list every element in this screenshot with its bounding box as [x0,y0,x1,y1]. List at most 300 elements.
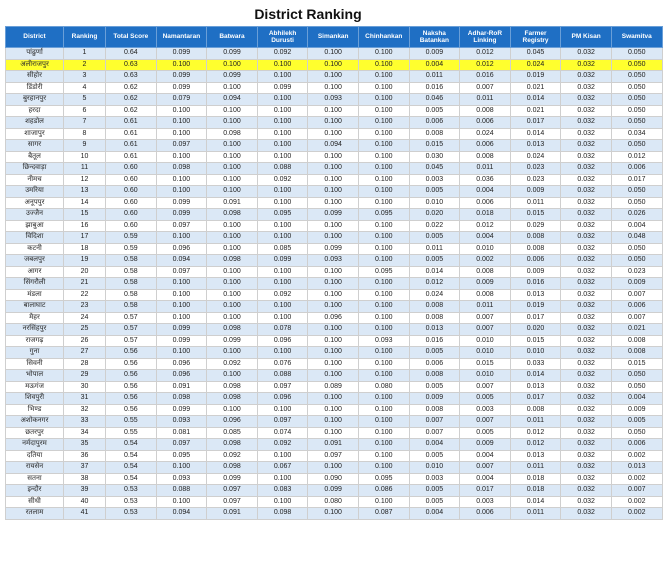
table-cell: 0.024 [409,289,460,301]
table-cell: 0.010 [510,347,561,359]
table-cell: 0.009 [510,186,561,198]
table-cell: 0.100 [207,174,258,186]
table-cell: 0.100 [308,462,359,474]
table-cell: 0.046 [409,94,460,106]
district-cell: मंडला [6,289,64,301]
table-cell: 0.095 [257,209,308,221]
table-cell: 0.098 [207,462,258,474]
table-cell: 0.020 [409,209,460,221]
table-cell: 0.100 [308,301,359,313]
table-cell: 28 [64,358,106,370]
table-cell: 0.100 [358,105,409,117]
table-cell: 0.100 [358,462,409,474]
district-cell: हरदा [6,105,64,117]
table-cell: 0.015 [409,140,460,152]
table-cell: 0.60 [106,174,157,186]
table-cell: 0.100 [257,71,308,83]
table-row [6,462,663,474]
table-cell: 0.006 [460,508,511,520]
table-cell: 0.100 [207,59,258,71]
table-cell: 0.008 [611,347,662,359]
table-cell: 0.007 [611,485,662,497]
table-cell: 0.100 [156,105,207,117]
table-cell: 0.100 [156,59,207,71]
table-cell: 0.032 [561,174,612,186]
table-cell: 0.003 [460,496,511,508]
table-cell: 0.56 [106,370,157,382]
table-cell: 0.56 [106,347,157,359]
table-cell: 13 [64,186,106,198]
table-cell: 0.100 [207,289,258,301]
table-cell: 0.086 [358,485,409,497]
table-cell: 0.100 [358,48,409,60]
table-cell: 0.007 [611,312,662,324]
table-cell: 0.005 [409,381,460,393]
district-cell: डिंडोरी [6,82,64,94]
table-cell: 0.100 [207,301,258,313]
table-cell: 0.083 [257,485,308,497]
table-cell: 0.092 [257,289,308,301]
table-cell: 0.010 [460,370,511,382]
table-cell: 0.011 [510,197,561,209]
table-cell: 0.094 [308,140,359,152]
table-cell: 0.017 [611,174,662,186]
table-cell: 0.009 [409,48,460,60]
table-cell: 0.008 [409,128,460,140]
table-cell: 0.032 [561,71,612,83]
table-row [6,393,663,405]
table-row [6,347,663,359]
table-cell: 0.093 [156,416,207,428]
table-cell: 0.018 [510,473,561,485]
table-cell: 0.014 [510,94,561,106]
table-cell: 0.100 [308,416,359,428]
table-cell: 0.100 [257,140,308,152]
district-cell: भिण्ड [6,404,64,416]
table-cell: 0.098 [207,209,258,221]
table-cell: 0.100 [308,393,359,405]
column-header: Ranking [64,27,106,48]
table-row [6,48,663,60]
table-cell: 0.014 [409,266,460,278]
table-cell: 0.100 [156,462,207,474]
table-cell: 0.098 [207,439,258,451]
table-cell: 0.032 [561,266,612,278]
table-cell: 0.100 [358,427,409,439]
table-cell: 0.050 [611,105,662,117]
table-cell: 0.032 [561,393,612,405]
table-cell: 0.58 [106,301,157,313]
table-cell: 0.100 [358,174,409,186]
table-cell: 0.098 [156,163,207,175]
table-cell: 0.096 [257,335,308,347]
table-cell: 0.081 [156,427,207,439]
table-cell: 0.100 [358,496,409,508]
table-cell: 0.100 [156,278,207,290]
table-cell: 0.63 [106,59,157,71]
table-cell: 0.050 [611,370,662,382]
table-cell: 0.087 [358,508,409,520]
table-cell: 0.032 [561,163,612,175]
table-cell: 0.006 [510,255,561,267]
table-cell: 0.098 [207,128,258,140]
table-cell: 0.021 [611,324,662,336]
table-cell: 0.100 [207,370,258,382]
table-cell: 0.61 [106,151,157,163]
table-cell: 34 [64,427,106,439]
table-cell: 0.094 [207,94,258,106]
district-cell: बालाघाट [6,301,64,313]
table-cell: 0.61 [106,128,157,140]
table-cell: 0.008 [510,404,561,416]
district-cell: उमरिया [6,186,64,198]
table-cell: 0.003 [409,174,460,186]
table-cell: 0.092 [257,439,308,451]
table-cell: 0.005 [409,255,460,267]
table-cell: 0.007 [460,462,511,474]
table-cell: 0.100 [156,312,207,324]
table-cell: 0.012 [510,439,561,451]
table-cell: 0.007 [611,289,662,301]
table-cell: 35 [64,439,106,451]
table-cell: 0.100 [257,197,308,209]
table-cell: 0.095 [156,450,207,462]
table-cell: 0.097 [207,485,258,497]
table-cell: 0.074 [257,427,308,439]
table-cell: 0.004 [409,59,460,71]
table-cell: 0.62 [106,94,157,106]
table-cell: 0.015 [611,358,662,370]
table-cell: 30 [64,381,106,393]
table-cell: 0.032 [561,473,612,485]
column-header: Abhilekh Durusti [257,27,308,48]
table-cell: 0.090 [308,473,359,485]
table-cell: 0.100 [207,243,258,255]
table-cell: 0.100 [156,186,207,198]
table-cell: 0.014 [510,496,561,508]
table-cell: 0.100 [257,186,308,198]
column-header: Naksha Batankan [409,27,460,48]
table-cell: 0.100 [358,278,409,290]
table-cell: 0.099 [257,82,308,94]
table-cell: 2 [64,59,106,71]
district-cell: बैतूल [6,151,64,163]
table-cell: 0.100 [358,347,409,359]
table-cell: 0.100 [358,140,409,152]
table-cell: 0.100 [308,335,359,347]
table-cell: 0.015 [510,209,561,221]
table-cell: 0.099 [156,197,207,209]
table-cell: 0.100 [358,312,409,324]
table-cell: 0.007 [460,416,511,428]
table-cell: 0.007 [409,427,460,439]
table-cell: 0.099 [156,209,207,221]
table-cell: 0.080 [308,496,359,508]
table-cell: 0.045 [409,163,460,175]
table-cell: 0.018 [460,209,511,221]
table-cell: 0.032 [561,128,612,140]
district-cell: सागर [6,140,64,152]
table-cell: 0.032 [561,186,612,198]
table-cell: 0.100 [156,289,207,301]
table-cell: 0.006 [409,117,460,129]
table-cell: 0.020 [510,324,561,336]
table-cell: 0.019 [510,71,561,83]
district-cell: मैहर [6,312,64,324]
table-cell: 7 [64,117,106,129]
table-cell: 40 [64,496,106,508]
table-cell: 0.61 [106,140,157,152]
table-cell: 0.006 [460,117,511,129]
table-cell: 0.048 [611,232,662,244]
table-cell: 0.099 [207,335,258,347]
table-cell: 0.100 [308,163,359,175]
table-row [6,289,663,301]
table-cell: 0.100 [358,151,409,163]
table-cell: 18 [64,243,106,255]
table-cell: 0.050 [611,82,662,94]
table-cell: 0.100 [308,404,359,416]
table-cell: 0.032 [561,427,612,439]
table-cell: 0.097 [156,439,207,451]
table-cell: 11 [64,163,106,175]
district-cell: कटनी [6,243,64,255]
district-cell: अलीराजपुर [6,59,64,71]
table-row [6,404,663,416]
table-cell: 0.088 [156,485,207,497]
table-cell: 0.017 [510,117,561,129]
table-cell: 0.021 [510,105,561,117]
table-cell: 0.098 [257,508,308,520]
table-cell: 0.050 [611,186,662,198]
table-cell: 21 [64,278,106,290]
district-cell: सिवनी [6,358,64,370]
table-cell: 0.096 [156,370,207,382]
table-cell: 0.100 [257,117,308,129]
table-cell: 0.58 [106,255,157,267]
table-cell: 0.032 [561,289,612,301]
table-cell: 0.100 [257,278,308,290]
table-cell: 0.032 [561,48,612,60]
table-cell: 0.013 [510,140,561,152]
table-cell: 0.011 [510,462,561,474]
table-cell: 0.050 [611,243,662,255]
table-cell: 0.008 [409,312,460,324]
table-cell: 0.013 [510,289,561,301]
district-cell: अनूपपुर [6,197,64,209]
column-header: Simankan [308,27,359,48]
table-row [6,358,663,370]
table-cell: 0.024 [510,59,561,71]
table-cell: 0.005 [409,232,460,244]
table-cell: 0.100 [358,358,409,370]
table-cell: 0.54 [106,439,157,451]
table-cell: 0.100 [358,393,409,405]
table-cell: 0.099 [207,71,258,83]
table-cell: 0.009 [611,278,662,290]
table-cell: 0.050 [611,48,662,60]
table-cell: 0.098 [207,255,258,267]
table-cell: 0.007 [460,324,511,336]
district-cell: झाबुआ [6,220,64,232]
table-row [6,278,663,290]
table-row [6,163,663,175]
table-cell: 0.023 [510,174,561,186]
table-cell: 0.006 [409,358,460,370]
table-cell: 0.100 [257,404,308,416]
table-cell: 0.093 [308,94,359,106]
table-cell: 0.099 [257,255,308,267]
table-cell: 0.095 [358,473,409,485]
table-cell: 0.100 [308,117,359,129]
table-cell: 0.099 [156,71,207,83]
table-cell: 0.032 [561,209,612,221]
table-cell: 0.100 [308,358,359,370]
table-cell: 0.002 [611,450,662,462]
table-cell: 0.096 [308,312,359,324]
table-row [6,485,663,497]
table-cell: 0.59 [106,243,157,255]
table-cell: 0.099 [156,335,207,347]
table-cell: 0.010 [409,462,460,474]
district-cell: रतलाम [6,508,64,520]
table-cell: 0.050 [611,94,662,106]
table-cell: 0.100 [308,427,359,439]
table-cell: 0.005 [409,496,460,508]
table-cell: 20 [64,266,106,278]
table-cell: 27 [64,347,106,359]
table-cell: 16 [64,220,106,232]
table-cell: 0.60 [106,209,157,221]
table-cell: 0.006 [611,163,662,175]
table-cell: 0.61 [106,117,157,129]
table-cell: 0.093 [358,335,409,347]
table-cell: 0.033 [510,358,561,370]
table-cell: 0.55 [106,427,157,439]
table-cell: 0.100 [257,450,308,462]
table-cell: 0.100 [257,347,308,359]
ranking-table [5,26,663,520]
table-cell: 0.100 [358,232,409,244]
table-cell: 0.100 [308,324,359,336]
table-cell: 0.59 [106,232,157,244]
table-cell: 0.008 [460,266,511,278]
table-cell: 0.050 [611,197,662,209]
table-cell: 0.097 [156,266,207,278]
table-cell: 0.100 [207,140,258,152]
table-cell: 0.050 [611,117,662,129]
table-cell: 19 [64,255,106,267]
table-cell: 0.100 [308,82,359,94]
table-cell: 0.004 [460,450,511,462]
table-cell: 0.013 [510,450,561,462]
district-cell: इन्दौर [6,485,64,497]
table-cell: 0.100 [308,48,359,60]
table-row [6,335,663,347]
table-cell: 0.099 [207,473,258,485]
table-cell: 0.100 [156,232,207,244]
district-cell: राजगढ़ [6,335,64,347]
table-cell: 4 [64,82,106,94]
district-cell: रायसेन [6,462,64,474]
district-cell: सीहोर [6,71,64,83]
table-cell: 0.58 [106,266,157,278]
table-cell: 0.032 [561,347,612,359]
table-cell: 0.092 [257,174,308,186]
table-cell: 0.093 [156,473,207,485]
table-cell: 0.005 [611,416,662,428]
district-cell: शाजापुर [6,128,64,140]
table-cell: 0.088 [257,163,308,175]
table-cell: 32 [64,404,106,416]
table-cell: 0.018 [510,485,561,497]
table-cell: 0.032 [561,370,612,382]
page-title: District Ranking [254,6,362,22]
table-cell: 0.050 [611,427,662,439]
table-row [6,301,663,313]
table-row [6,140,663,152]
table-cell: 0.007 [460,312,511,324]
table-row [6,508,663,520]
table-row [6,427,663,439]
table-cell: 0.098 [156,393,207,405]
table-cell: 0.009 [611,404,662,416]
table-cell: 0.091 [207,508,258,520]
table-cell: 0.032 [561,324,612,336]
column-header: Swamitva [611,27,662,48]
table-row [6,312,663,324]
table-cell: 0.100 [156,151,207,163]
table-cell: 0.100 [156,128,207,140]
table-row [6,220,663,232]
table-cell: 0.012 [460,59,511,71]
table-row [6,186,663,198]
table-cell: 0.100 [358,71,409,83]
table-cell: 0.026 [611,209,662,221]
table-cell: 29 [64,370,106,382]
table-cell: 8 [64,128,106,140]
table-cell: 1 [64,48,106,60]
table-cell: 0.089 [308,381,359,393]
table-cell: 0.57 [106,324,157,336]
column-header: Farmer Registry [510,27,561,48]
table-cell: 0.099 [308,485,359,497]
table-header [6,27,663,48]
table-cell: 0.092 [257,48,308,60]
table-cell: 0.005 [460,427,511,439]
table-row [6,232,663,244]
table-cell: 0.008 [611,335,662,347]
table-cell: 0.032 [561,82,612,94]
table-row [6,416,663,428]
table-row [6,82,663,94]
table-cell: 0.032 [561,404,612,416]
table-cell: 0.008 [409,370,460,382]
table-row [6,450,663,462]
table-cell: 0.100 [308,197,359,209]
table-cell: 0.005 [409,450,460,462]
table-cell: 0.100 [358,197,409,209]
district-cell: अशोकनगर [6,416,64,428]
table-cell: 0.62 [106,82,157,94]
table-cell: 0.005 [409,186,460,198]
table-cell: 0.050 [611,140,662,152]
table-cell: 0.100 [308,220,359,232]
table-cell: 0.100 [308,266,359,278]
table-cell: 0.013 [409,324,460,336]
table-cell: 36 [64,450,106,462]
table-cell: 0.092 [207,450,258,462]
